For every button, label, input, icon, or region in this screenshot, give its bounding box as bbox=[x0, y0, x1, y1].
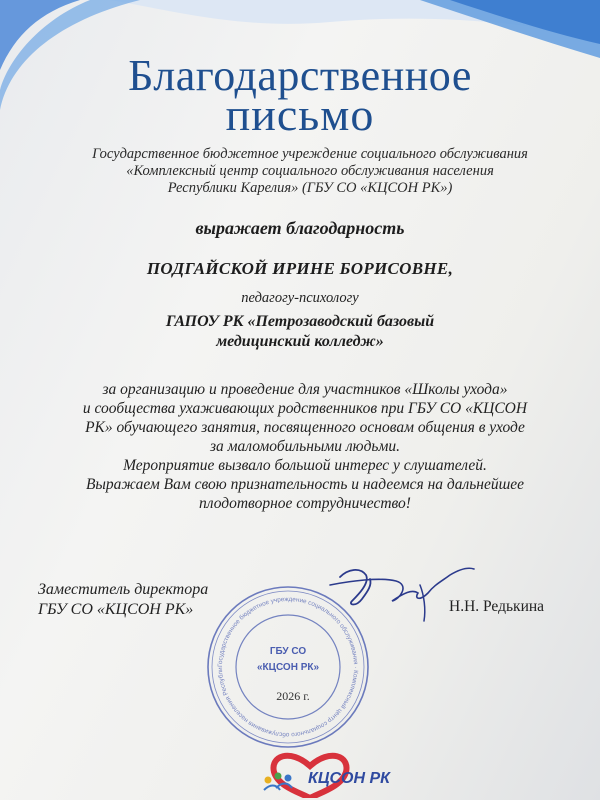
body-line: за маломобильными людьми. bbox=[209, 438, 401, 455]
organization-line: «Комплексный центр социального обслуживания населения bbox=[126, 163, 494, 179]
certificate-title-line1: Благодарственное bbox=[128, 51, 472, 100]
recipient-organization bbox=[0, 312, 600, 352]
signer-title bbox=[38, 580, 208, 620]
stamp-ring-text: Государственное бюджетное учреждение социального обслуживания · Комплексный центр социального обслуживания населения Республи bbox=[216, 595, 360, 739]
stamp-year: 2026 г. bbox=[276, 689, 310, 703]
body-line: Мероприятие вызвало большой интерес у слушателей. bbox=[123, 457, 487, 474]
college-line: ГАПОУ РК «Петрозаводский базовый bbox=[165, 313, 435, 330]
college-line: медицинский колледж» bbox=[216, 333, 384, 350]
expresses-gratitude: выражает благодарность bbox=[195, 218, 405, 238]
certificate-title-line2: письмо bbox=[225, 89, 375, 140]
signer-title-line: ГБУ СО «КЦСОН РК» bbox=[38, 601, 194, 618]
logo-text: КЦСОН РК bbox=[308, 770, 391, 787]
signer-name: Н.Н. Редькина bbox=[449, 598, 545, 615]
recipient-name: ПОДГАЙСКОЙ ИРИНЕ БОРИСОВНЕ, bbox=[146, 259, 454, 278]
stamp-center-line2: «КЦСОН РК» bbox=[256, 662, 320, 673]
body-line: за организацию и проведение для участников «Школы ухода» bbox=[102, 381, 508, 398]
body-line: и сообщества ухаживающих родственников при ГБУ СО «КЦСОН bbox=[82, 400, 528, 417]
organization-name bbox=[40, 146, 580, 197]
letter-body bbox=[40, 380, 570, 513]
body-line: РК» обучающего занятия, посвященного основам общения в уходе bbox=[85, 419, 525, 436]
stamp-center-line1: ГБУ СО bbox=[269, 646, 307, 657]
organization-line: Государственное бюджетное учреждение социального обслуживания bbox=[92, 146, 528, 162]
organization-line: Республики Карелия» (ГБУ СО «КЦСОН РК») bbox=[167, 180, 453, 196]
body-line: плодотворное сотрудничество! bbox=[199, 495, 411, 512]
signer-title-line: Заместитель директора bbox=[38, 581, 209, 598]
recipient-position: педагогу-психологу bbox=[241, 290, 359, 306]
body-line: Выражаем Вам свою признательность и надеемся на дальнейшее bbox=[85, 476, 525, 493]
